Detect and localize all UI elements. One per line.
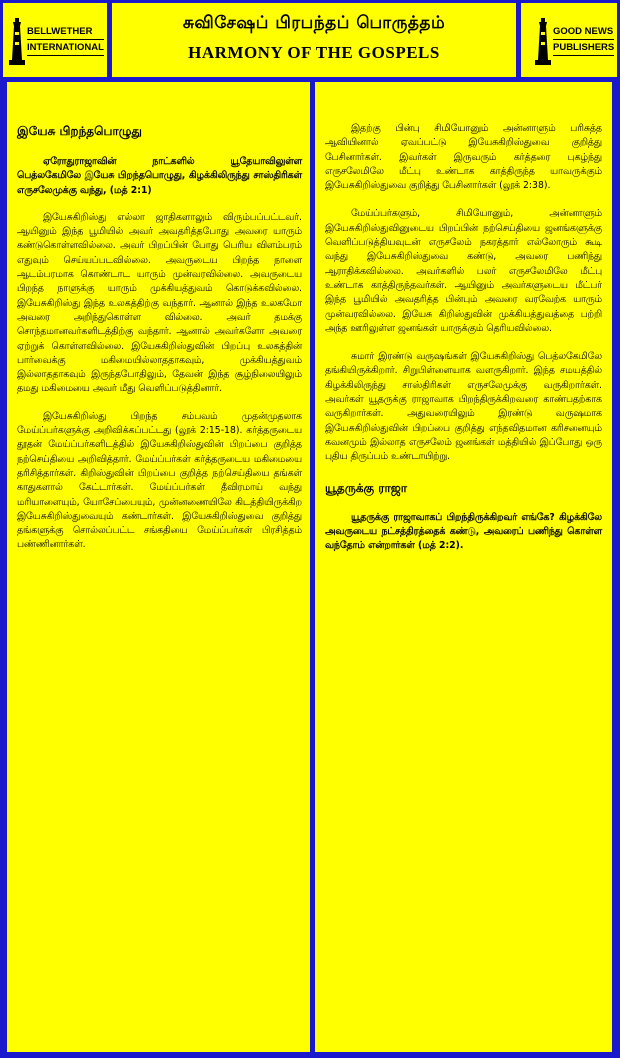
- good-news-logo: [521, 3, 617, 77]
- left-logo-panel: [3, 3, 107, 77]
- title-english: HARMONY OF THE GOSPELS: [188, 43, 440, 62]
- paragraph-2: இயேசுகிறிஸ்து பிறந்த சம்பவம் முதன்முதலாக மேய்ப்பர்களுக்கு அறிவிக்கப்பட்டது (லூக் 2:15-18). கர்த்தருடைய தூதன் மேய்ப்பர்களிடத்தில் இயேசுகிறிஸ்துவின் பிறப்பை குறித்த நற்செய்தியை அறிவித்தார். மேய்ப்பர்கள் கர்த்தருடைய மகிமையை தரிசித்தார்கள். கிறிஸ்துவின் பிறப்பை குறித்த நற்செய்தியை தங்கள் காதுகளால் கேட்டார்கள். மேய்ப்பர்கள் தீவிரமாய் வந்து மரியாளையும், யோசேப்பையும், முன்னணையிலே கிடத்தியிருக்கிற இயேசுகிறிஸ்துவையும் கண்டார்கள். இயேசுகிறிஸ்துவை குறித்து தங்களுக்கு சொல்லப்பட்ட சங்கதியை மேய்ப்பர்கள் பிரசித்தம் பண்ணினார்கள்.: [17, 410, 302, 551]
- title-tamil: சுவிசேஷப் பிரபந்தப் பொருத்தம்: [182, 13, 446, 33]
- verse-matthew-2-1: ஏரோதுராஜாவின் நாட்களில் யூதேயாவிலுள்ள பெத்லகேமிலே இயேசு பிறந்தபொழுது, கிழக்கிலிருந்து சாஸ்திரிகள் எருசலேமுக்கு வந்து, (மத் 2:1): [17, 156, 302, 196]
- left-logo-line1: BELLWETHER: [27, 24, 104, 40]
- lighthouse-icon: [535, 14, 551, 66]
- right-logo-panel: [521, 3, 617, 77]
- header-title-panel: [112, 3, 516, 77]
- bellwether-logo: [3, 3, 107, 77]
- paragraph-1: இயேசுகிறிஸ்து எல்லா ஜாதிகளாலும் விரும்பப்பட்டவர். ஆயினும் இந்த பூமியில் அவர் அவதரித்தபோது அவரை யாரும் கண்டுகொள்ளவில்லை. அவர் பிறப்பின் போது பெரிய விளம்பரம் எதுவும் செய்யப்படவில்லை. அவருடைய பிறந்த நாளை ஆடம்பரமாக கொண்டாட யாரும் முன்வரவில்லை. அவருடைய பிறந்த நாளுக்கு யாரும் முக்கியத்துவம் கொடுக்கவில்லை. இயேசுகிறிஸ்து இந்த உலகத்திற்கு வந்தார். ஆனால் இந்த உலகமோ அவரை அறிந்துகொள்ள வில்லை. அவர் தமக்கு சொந்தமானவர்களிடத்திற்கு வந்தார். ஆனால் அவர்களோ அவரை ஏற்றுக் கொள்ளவில்லை. இயேசுகிறிஸ்துவின் பிறப்பு உலகத்தின் பார்வைக்கு மகிமையில்லாததாகவும், முக்கியத்துவம் இல்லாததாகவும் இருந்தபோதிலும், தேவன் இந்த சூழ்நிலையிலும் தமது மகிமையை அவர் மீது வெளிப்படுத்தினார்.: [17, 211, 302, 395]
- paragraph-shepherds: மேய்ப்பர்களும், சிமியோனும், அன்னாளும் இயேசுகிறிஸ்துவினுடைய பிறப்பின் நற்செய்தியை ஜனங்களுக்கு வெளிப்படுத்தியவுடன் எருசலேம் நகரத்தார் எல்லோரும் கூடி வந்து இயேசுகிறிஸ்துவை கண்டு, அவரை பணிந்து ஆராதிக்கவில்லை. அவர்களில் பலர் எருசலேமிலே மீட்பு உண்டாக காத்திருந்தவர்கள். ஆயினும் அவர்களுடைய மீட்பர் இந்த பூமியில் அவதரித்த பின்பும் அவரை வரவேற்க யாரும் முன்வரவில்லை. இயேசு கிறிஸ்துவின் முக்கியத்துவத்தை பற்றி அந்த ஊரிலுள்ள ஜனங்கள் யாருக்கும் தெரியவில்லை.: [325, 208, 602, 334]
- paragraph-simeon: இதற்கு பின்பு சிமியோனும் அன்னாளும் பரிசுத்த ஆவியினால் ஏவப்பட்டு இயேசுகிறிஸ்துவை குறித்து பேசினார்கள். இவர்கள் இருவரும் கர்த்தரை புகழ்ந்து எருசலேமிலே மீட்பு உண்டாக காத்திருந்த யாவருக்கும் இயேசுகிறிஸ்துவை குறித்து பேசினார்கள் (லூக் 2:38).: [325, 123, 602, 192]
- right-logo-line1: GOOD NEWS: [553, 24, 614, 40]
- section-heading-king: யூதருக்கு ராஜா: [325, 480, 408, 495]
- section-heading-birth: இயேசு பிறந்தபொழுது: [17, 124, 142, 138]
- right-column: [315, 82, 612, 1052]
- left-logo-line2: INTERNATIONAL: [27, 40, 104, 56]
- verse-matthew-2-2: யூதருக்கு ராஜாவாகப் பிறந்திருக்கிறவர் எங்கே? கிழக்கிலே அவருடைய நட்சத்திரத்தைக் கண்டு, அவரைப் பணிந்து கொள்ள வந்தோம் என்றார்கள் (மத் 2:2).: [325, 511, 602, 552]
- left-column: [7, 82, 310, 1052]
- lighthouse-icon: [9, 14, 25, 66]
- right-logo-line2: PUBLISHERS: [553, 40, 614, 56]
- paragraph-two-years: சுமார் இரண்டு வருஷங்கள் இயேசுகிறிஸ்து பெத்லகேமிலே தங்கியிருக்கிறார். சிறுபிள்ளையாக வளருகிறார். இந்த சமயத்தில் கிழக்கிலிருந்து சாஸ்திரிகள் எருசலேமுக்கு வருகிறார்கள். அவர்கள் யூதருக்கு ராஜாவாக பிறந்திருக்கிறவரை காண்பதற்காக வருகிறார்கள். அதுவரையிலும் இரண்டு வருஷமாக இயேசுகிறிஸ்துவின் பிறப்பை குறித்து எந்தவிதமான கரிசனையும் கவனமும் இல்லாத எருசலேம் ஜனங்கள் மத்தியில் இப்போது ஒரு புதிய திருப்பம் உண்டாயிற்று.: [325, 351, 602, 463]
